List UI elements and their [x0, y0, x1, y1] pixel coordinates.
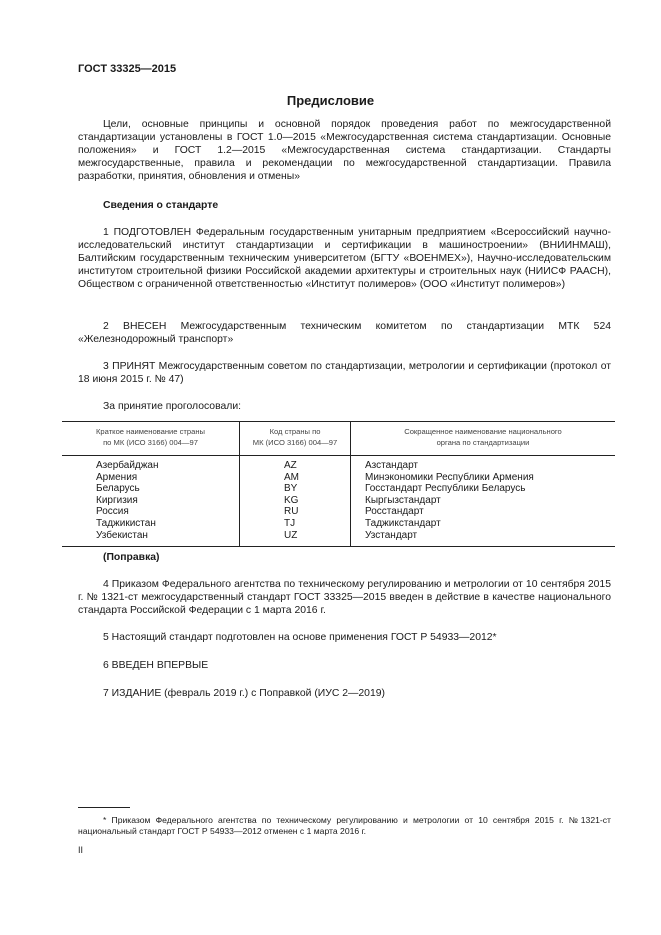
table-row: [62, 530, 615, 547]
page-title: Предисловие: [286, 93, 375, 108]
country-code: UZ: [240, 530, 351, 547]
paragraph-2: 2 ВНЕСЕН Межгосударственным техническим комитетом по стандартизации МТК 524 «Железнодорожный транспорт»: [78, 321, 611, 345]
document-code: ГОСТ 33325—2015: [78, 63, 177, 75]
country-code: RU: [240, 506, 351, 518]
paragraph-4: 4 Приказом Федерального агентства по техническому регулированию и метрологии от 10 сентября 2015 г. № 1321-ст межгосударственный стандарт ГОСТ 33325—2015 введен в действие в качестве национального стандарта Российской Федерации с 1 марта 2016 г.: [78, 579, 611, 616]
country-code: AM: [240, 472, 351, 484]
standards-body: Росстандарт: [351, 506, 616, 518]
table-row: [62, 495, 615, 507]
amendment-label: (Поправка): [103, 552, 160, 563]
footnote: * Приказом Федерального агентства по техническому регулированию и метрологии от 10 сентября 2015 г. №1321-ст национальный стандарт ГОСТ Р 54933—2012 отменен с 1 марта 2016 г.: [78, 815, 611, 836]
country-name: Армения: [96, 471, 138, 483]
paragraph-7: 7 ИЗДАНИЕ (февраль 2019 г.) с Поправкой (ИУС 2—2019): [103, 688, 385, 699]
table-row: [62, 456, 615, 472]
standards-body: Минэкономики Республики Армения: [351, 472, 616, 484]
table-header-row: [62, 422, 615, 456]
country-name: Узбекистан: [62, 530, 240, 547]
country-name: Киргизия: [96, 494, 138, 506]
header-country-name: Краткое наименование страны по МК (ИСО 3166) 004—97: [62, 422, 240, 456]
country-code: TJ: [240, 518, 351, 530]
table-row: [62, 506, 615, 518]
country-code: AZ: [240, 456, 351, 472]
country-code: KG: [240, 495, 351, 507]
country-name: Таджикистан: [96, 517, 156, 529]
country-code: BY: [240, 483, 351, 495]
vote-intro: За принятие проголосовали:: [103, 401, 242, 412]
header-standards-body: Сокращенное наименование национального органа по стандартизации: [351, 422, 616, 456]
standards-body: Кыргызстандарт: [351, 495, 616, 507]
section-heading: Сведения о стандарте: [103, 200, 219, 211]
table-row: [62, 518, 615, 530]
footnote-divider: [78, 807, 130, 808]
paragraph-1: 1 ПОДГОТОВЛЕН Федеральным государственным унитарным предприятием «Всероссийский научно-исследовательский институт стандартизации и сертификации в машиностроении» (ВНИИНМАШ), Балтийским государственным техническим университетом (БГТУ «ВОЕНМЕХ»), Научно-исследовательским институтом строительной физики Российской академии архитектуры и строительных наук (НИИСФ РААСН), Обществом с ограниченной ответственностью «Институт полимеров» (ООО «Институт полимеров»): [78, 227, 611, 290]
member-states-table: [62, 421, 615, 547]
intro-paragraph: Цели, основные принципы и основной порядок проведения работ по межгосударственной стандартизации установлены в ГОСТ 1.0—2015 «Межгосударственная система стандартизации. Основные положения» и ГОСТ 1.2—2015 «Межгосударственная система стандартизации. Стандарты межгосударственные, правила и рекомендации по межгосударственной стандартизации. Правила разработки, принятия, обновления и отмены»: [78, 119, 611, 182]
table-row: [62, 483, 615, 495]
page-number: II: [78, 845, 84, 855]
paragraph-5: 5 Настоящий стандарт подготовлен на основе применения ГОСТ Р 54933—2012*: [103, 632, 497, 643]
country-name: Азербайджан: [96, 460, 159, 471]
paragraph-6: 6 ВВЕДЕН ВПЕРВЫЕ: [103, 660, 209, 671]
table-row: [62, 472, 615, 484]
standards-body: Узстандарт: [351, 530, 616, 547]
paragraph-3: 3 ПРИНЯТ Межгосударственным советом по стандартизации, метрологии и сертификации (протокол от 18 июня 2015 г. № 47): [78, 361, 611, 385]
standards-body: Таджикстандарт: [351, 518, 616, 530]
country-name: Россия: [96, 506, 129, 518]
country-name: Беларусь: [96, 483, 140, 495]
standards-body: Азстандарт: [351, 456, 616, 472]
standards-body: Госстандарт Республики Беларусь: [351, 483, 616, 495]
header-country-code: Код страны по МК (ИСО 3166) 004—97: [240, 422, 351, 456]
